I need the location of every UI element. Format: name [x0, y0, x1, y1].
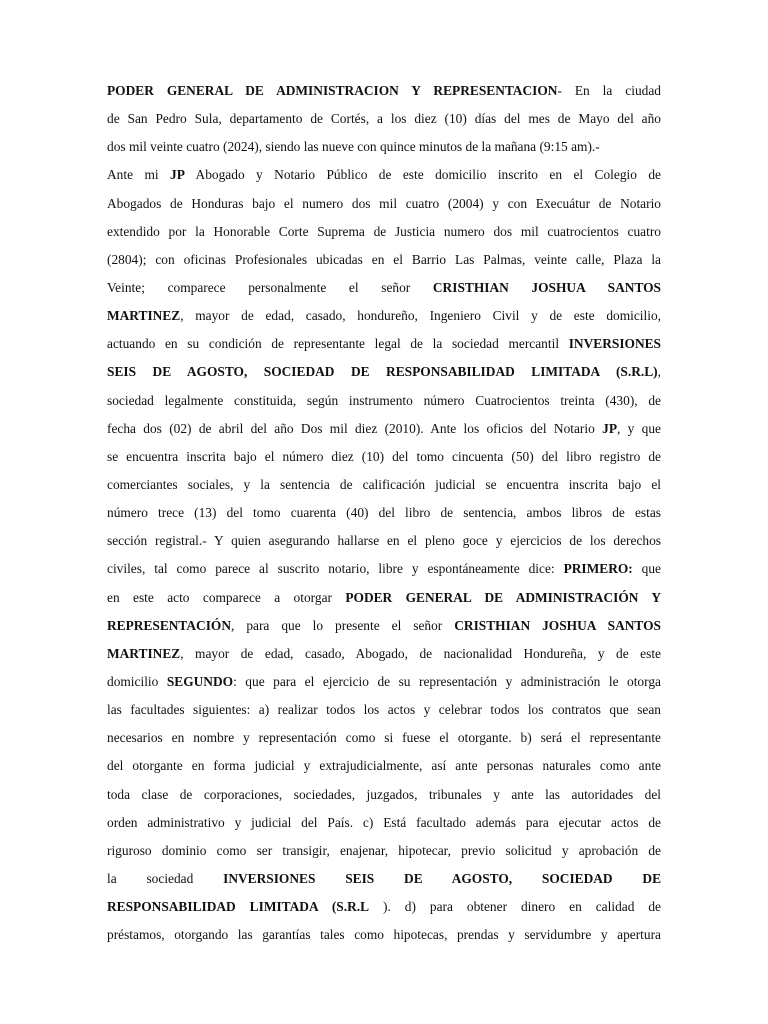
body-text: Abogados de Honduras bajo el numero dos mil cuatro (2004) y con Execuátur de Notario: [107, 195, 661, 211]
body-text: extendido por la Honorable Corte Suprema de Justicia numero dos mil cuatrocientos cuatro: [107, 223, 661, 239]
bold-text: JP: [170, 167, 185, 183]
body-text: sociedad legalmente constituida, según instrumento número Cuatrocientos treinta (430), de: [107, 392, 661, 408]
document-line: [107, 387, 661, 415]
body-text: Abogado y Notario Público de este domicilio inscrito en el Colegio de: [184, 167, 661, 183]
bold-text: PODER GENERAL DE ADMINISTRACION Y REPRESENTACION: [107, 83, 558, 98]
document-line: [107, 274, 661, 302]
document-line: [107, 809, 661, 837]
body-text: , mayor de edad, casado, hondureño, Ingeniero Civil y de este domicilio,: [180, 308, 661, 324]
bold-text: PRIMERO:: [563, 561, 633, 577]
bold-text: RESPONSABILIDAD LIMITADA (S.R.L: [107, 899, 370, 915]
document-line: [107, 865, 661, 893]
body-text: dos mil veinte cuatro (2024), siendo las nueve con quince minutos de la mañana (9:15 am).-: [107, 139, 600, 155]
document-line: [107, 471, 661, 499]
bold-text: MARTINEZ: [107, 308, 181, 324]
bold-text: CRISTHIAN JOSHUA SANTOS: [432, 279, 661, 295]
body-text: civiles, tal como parece al suscrito notario, libre y espontáneamente dice:: [107, 561, 564, 577]
body-text: riguroso dominio como ser transigir, enajenar, hipotecar, previo solicitud y aprobación de: [107, 842, 661, 858]
body-text: Ante mi: [107, 167, 170, 183]
body-text: ). d) para obtener dinero en calidad de: [369, 899, 661, 915]
bold-text: INVERSIONES: [568, 336, 661, 352]
bold-text: JP: [602, 420, 617, 436]
body-text: las facultades siguientes: a) realizar todos los actos y celebrar todos los contratos que sean: [107, 702, 661, 718]
body-text: préstamos, otorgando las garantías tales como hipotecas, prendas y servidumbre y apertura: [107, 927, 661, 943]
body-text: de San Pedro Sula, departamento de Cortés, a los diez (10) días del mes de Mayo del año: [107, 111, 661, 127]
document-line: [107, 724, 661, 752]
body-text: actuando en su condición de representante legal de la sociedad mercantil: [107, 336, 569, 352]
body-text: - En la ciudad: [557, 83, 661, 98]
document-line: [107, 837, 661, 865]
document-line: [107, 190, 661, 218]
body-text: fecha dos (02) de abril del año Dos mil diez (2010). Ante los oficios del Notario: [107, 420, 603, 436]
bold-text: INVERSIONES SEIS DE AGOSTO, SOCIEDAD DE: [223, 870, 661, 886]
bold-text: SEGUNDO: [166, 673, 234, 689]
document-line: [107, 246, 661, 274]
document-line: [107, 443, 661, 471]
body-text: del otorgante en forma judicial y extrajudicialmente, así ante personas naturales como ante: [107, 758, 661, 774]
document-line: [107, 752, 661, 780]
body-text: domicilio: [107, 673, 167, 689]
body-text: (2804); con oficinas Profesionales ubicadas en el Barrio Las Palmas, veinte calle, Plaza la: [107, 251, 661, 267]
body-text: número trece (13) del tomo cuarenta (40) del libro de sentencia, ambos libros de estas: [107, 505, 661, 521]
document-line: [107, 218, 661, 246]
document-line: [107, 555, 661, 583]
document-line: [107, 358, 661, 386]
body-text: , y que: [617, 420, 661, 436]
document-line: [107, 302, 661, 330]
document-line: [107, 921, 661, 949]
body-text: Veinte; comparece personalmente el señor: [107, 279, 433, 295]
body-text: en este acto comparece a otorgar: [107, 589, 346, 605]
bold-text: CRISTHIAN JOSHUA SANTOS: [454, 617, 661, 633]
body-text: , mayor de edad, casado, Abogado, de nacionalidad Hondureña, y de este: [180, 645, 661, 661]
document-page: [107, 77, 661, 949]
body-text: : que para el ejercicio de su representación y administración le otorga: [233, 673, 661, 689]
bold-text: MARTINEZ: [107, 645, 181, 661]
document-line: [107, 415, 661, 443]
bold-text: REPRESENTACIÓN: [107, 617, 232, 633]
document-line: [107, 696, 661, 724]
document-line: [107, 77, 661, 105]
body-text: ,: [657, 364, 661, 380]
body-text: sección registral.- Y quien asegurando hallarse en el pleno goce y ejercicios de los derechos: [107, 533, 661, 549]
document-line: [107, 330, 661, 358]
body-text: toda clase de corporaciones, sociedades, juzgados, tribunales y ante las autoridades del: [107, 786, 661, 802]
document-line: [107, 527, 661, 555]
document-line: [107, 668, 661, 696]
document-line: [107, 584, 661, 612]
body-text: comerciantes sociales, y la sentencia de calificación judicial se encuentra inscrita bajo el: [107, 476, 661, 492]
document-line: [107, 893, 661, 921]
body-text: la sociedad: [107, 870, 224, 886]
document-line: [107, 133, 661, 161]
document-line: [107, 640, 661, 668]
body-text: , para que lo presente el señor: [231, 617, 455, 633]
document-line: [107, 161, 661, 189]
document-line: [107, 781, 661, 809]
document-line: [107, 105, 661, 133]
body-text: que: [632, 561, 661, 577]
body-text: necesarios en nombre y representación como si fuese el otorgante. b) será el representante: [107, 730, 661, 746]
document-line: [107, 612, 661, 640]
bold-text: SEIS DE AGOSTO, SOCIEDAD DE RESPONSABILIDAD LIMITADA (S.R.L): [107, 364, 658, 380]
bold-text: PODER GENERAL DE ADMINISTRACIÓN Y: [345, 589, 661, 605]
body-text: se encuentra inscrita bajo el número diez (10) del tomo cincuenta (50) del libro registro de: [107, 448, 661, 464]
body-text: orden administrativo y judicial del País. c) Está facultado además para ejecutar actos de: [107, 814, 661, 830]
document-line: [107, 499, 661, 527]
